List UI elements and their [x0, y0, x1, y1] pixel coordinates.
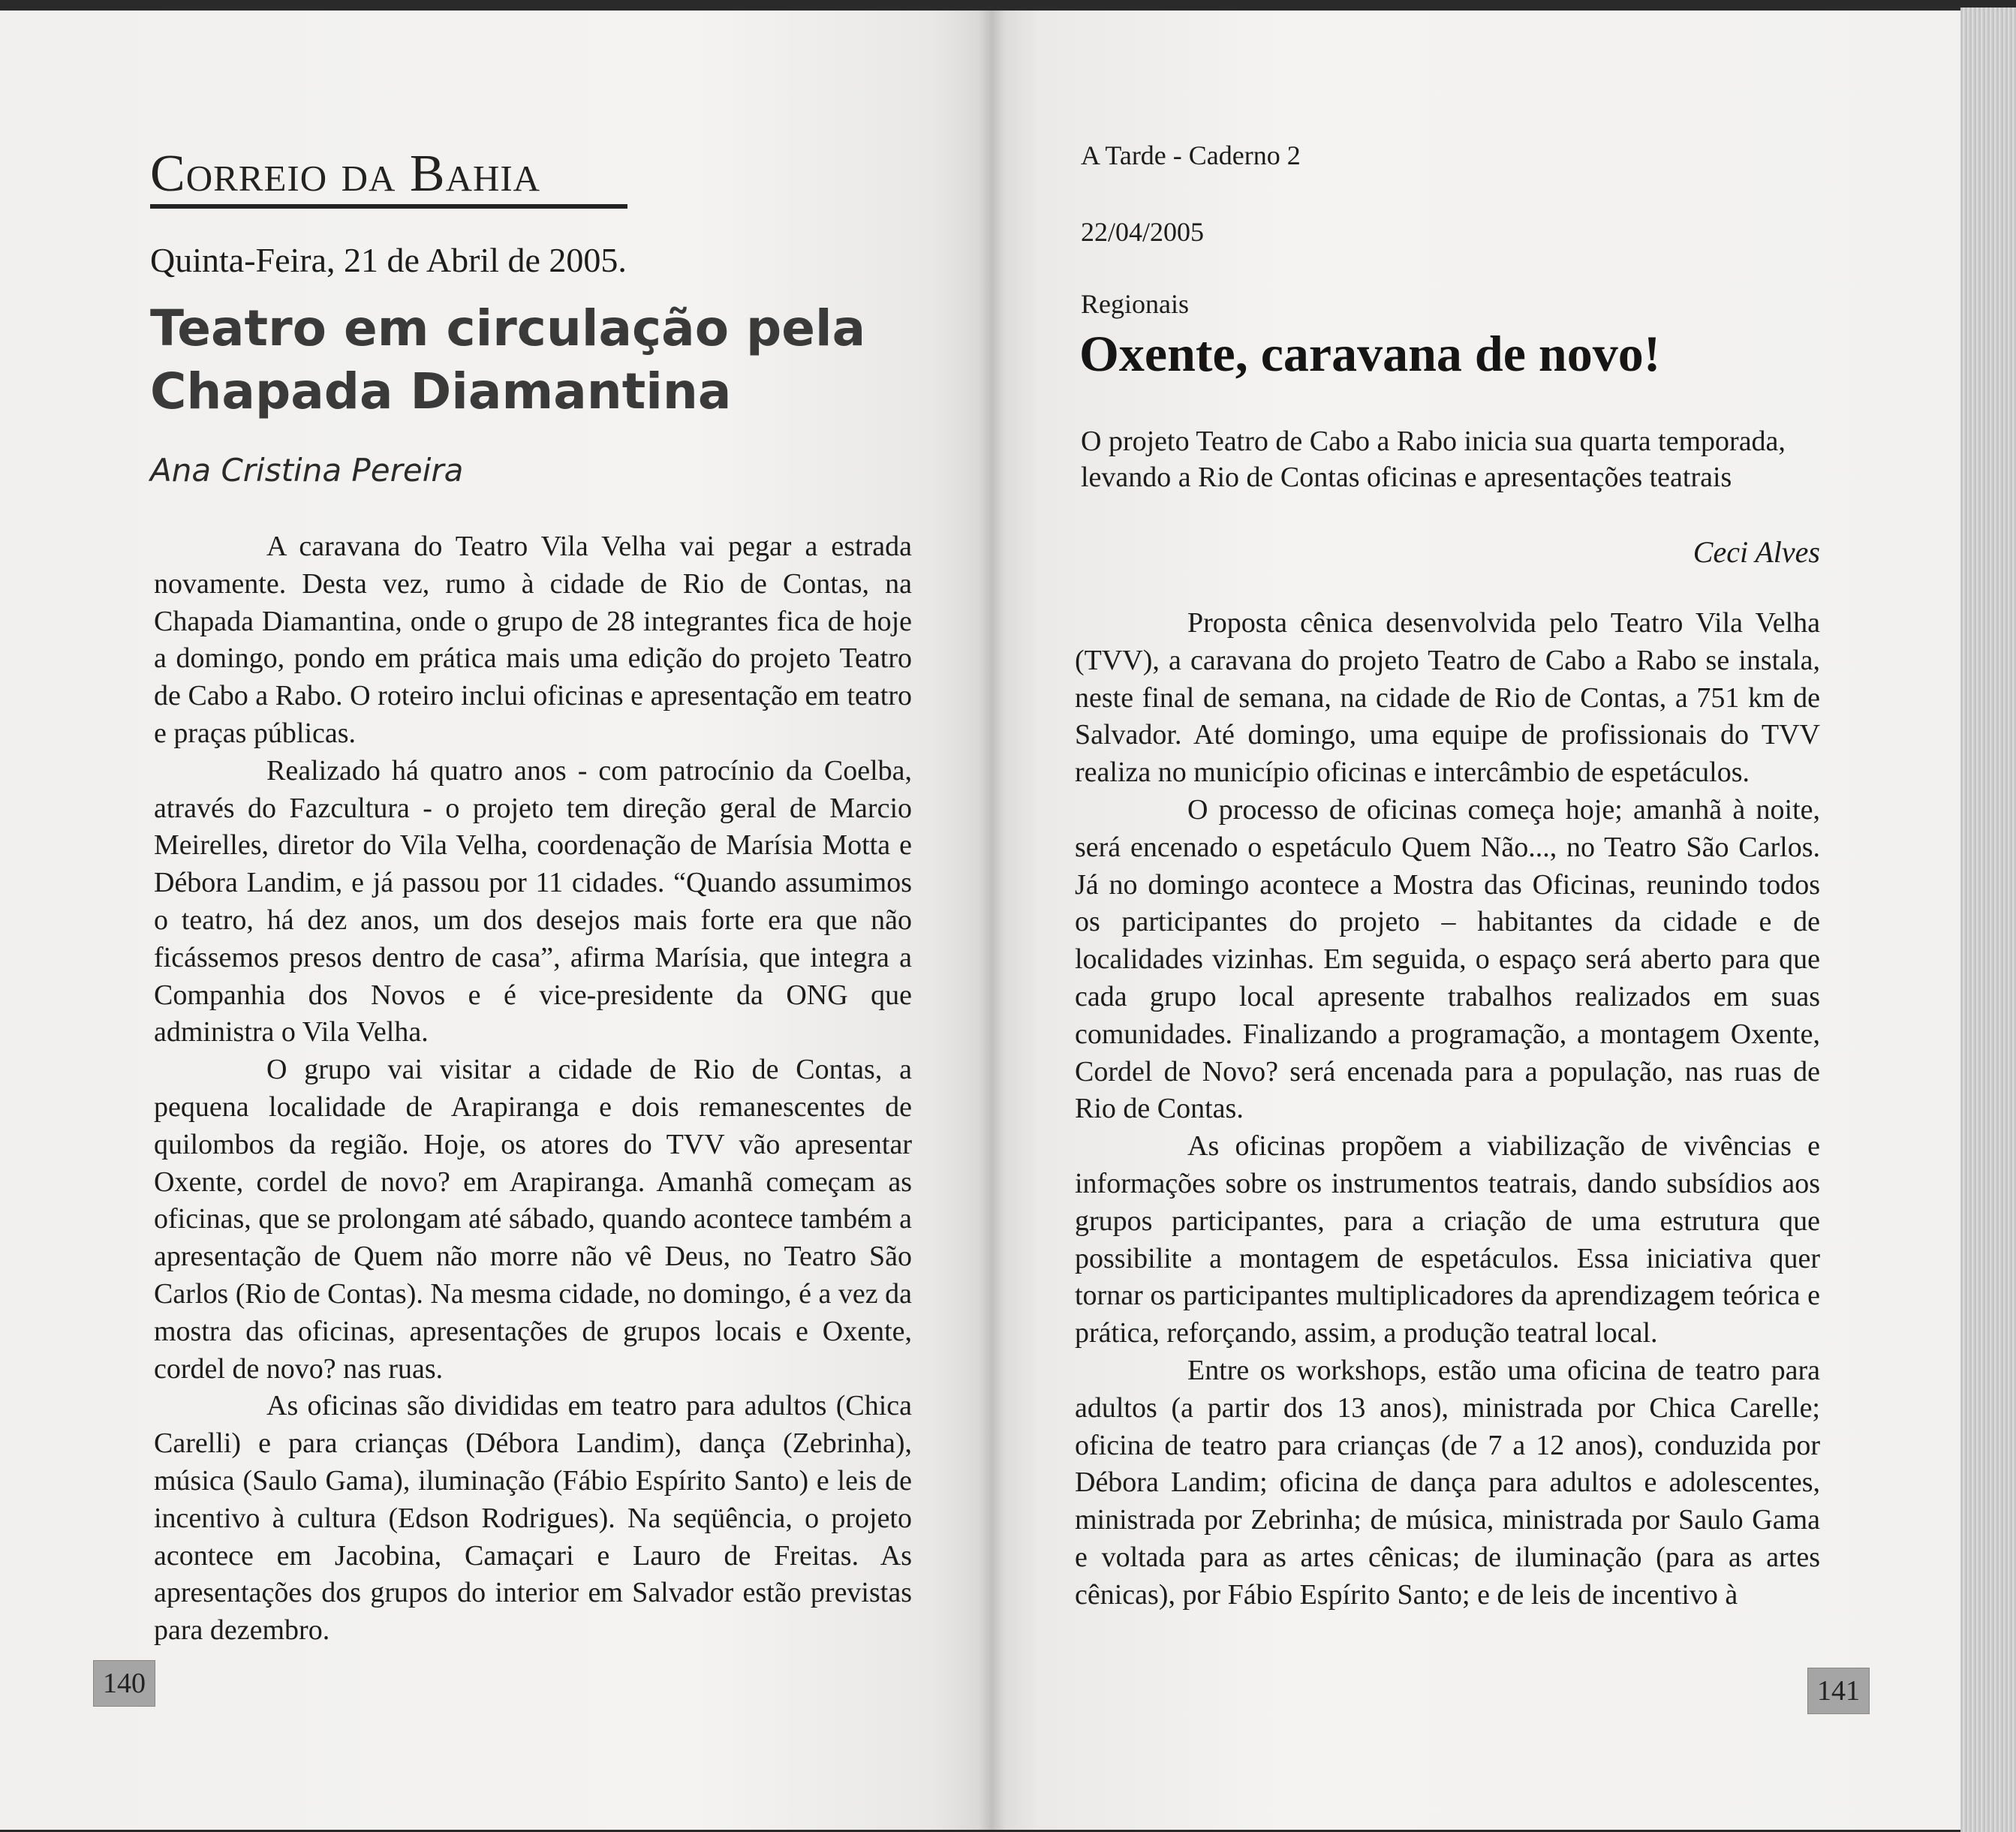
- publication-date: 22/04/2005: [1081, 217, 1205, 247]
- body-paragraph: As oficinas são divididas em teatro para adultos (Chica Carelli) e para crianças (Débora Landim), dança (Zebrinha), música (Saulo Gama), iluminação (Fábio Espírito Santo) e leis de incentivo à cultura (Edson Rodrigues). Na seqüência, o projeto acontece em Jacobina, Camaçari e Lauro de Freitas. As apresentações dos grupos do interior em Salvador estão previstas para dezembro.: [154, 1390, 912, 1647]
- body-paragraph: Proposta cênica desenvolvida pelo Teatro Vila Velha (TVV), a caravana do projeto Teatro de Cabo a Rabo se instala, neste final de semana, na cidade de Rio de Contas, a 751 km de Salvador. Até domingo, uma equipe de profissionais do TVV realiza no município oficinas e intercâmbio de espetáculos.: [1075, 607, 1820, 789]
- section-label: Regionais: [1081, 289, 1189, 319]
- masthead-rule: [150, 204, 627, 209]
- body-paragraph: O processo de oficinas começa hoje; amanhã à noite, será encenado o espetáculo Quem Não..., no Teatro São Carlos. Já no domingo acontece a Mostra das Oficinas, reunindo todos os participantes do projeto – habitantes da cidade e de localidades vizinhas. Em seguida, o espaço será aberto para que cada grupo local apresente trabalhos realizados em suas comunidades. Finalizando a programação, a montagem Oxente, Cordel de Novo? será encenada para a população, nas ruas de Rio de Contas.: [1075, 793, 1820, 1125]
- body-paragraph: A caravana do Teatro Vila Velha vai pegar a estrada novamente. Desta vez, rumo à cidade de Rio de Contas, na Chapada Diamantina, onde o grupo de 28 integrantes fica de hoje a domingo, pondo em prática mais uma edição do projeto Teatro de Cabo a Rabo. O roteiro inclui oficinas e apresentação em teatro e praças públicas.: [154, 531, 912, 749]
- article-lead: O projeto Teatro de Cabo a Rabo inicia sua quarta temporada, levando a Rio de Contas oficinas e apresentações teatrais: [1081, 426, 1786, 493]
- article-headline: Oxente, caravana de novo!: [1079, 325, 1661, 382]
- body-paragraph: Realizado há quatro anos - com patrocínio da Coelba, através do Fazcultura - o projeto tem direção geral de Marcio Meirelles, diretor do Vila Velha, coordenação de Marísia Motta e Débora Landim, e já passou por 11 cidades. “Quando assumimos o teatro, há dez anos, um dos desejos mais forte era que não ficássemos presos dentro de casa”, afirma Marísia, que integra a Companhia dos Novos e é vice-presidente da ONG que administra o Vila Velha.: [154, 754, 912, 1048]
- body-paragraph: Entre os workshops, estão uma oficina de teatro para adultos (a partir dos 13 anos), ministrada por Chica Carelle; oficina de teatro para crianças (de 7 a 12 anos), conduzida por Débora Landim; oficina de dança para adultos e adolescentes, ministrada por Zebrinha; de música, ministrada por Saulo Gama e voltada para as artes cênicas; de iluminação (para as artes cênicas), por Fábio Espírito Santo; e de leis de incentivo à: [1075, 1354, 1820, 1611]
- article-author: Ceci Alves: [1693, 535, 1820, 569]
- article-headline: Teatro em circulação pela Chapada Diamantina: [150, 299, 866, 420]
- book-gutter: [979, 11, 1006, 1830]
- page-number: 140: [93, 1660, 155, 1707]
- body-paragraph: O grupo vai visitar a cidade de Rio de Contas, a pequena localidade de Arapiranga e dois remanescentes de quilombos da região. Hoje, os atores do TVV vão apresentar Oxente, cordel de novo? em Arapiranga. Amanhã começam as oficinas, que se prolongam até sábado, quando acontece também a apresentação de Quem não morre não vê Deus, no Teatro São Carlos (Rio de Contas). Na mesma cidade, no domingo, é a vez da mostra das oficinas, apresentações de grupos locais e Oxente, cordel de novo? nas ruas.: [154, 1054, 912, 1385]
- article-author: Ana Cristina Pereira: [150, 452, 464, 489]
- masthead-ahia: ahia: [445, 145, 541, 203]
- masthead-initial-c: C: [150, 145, 186, 203]
- masthead-orreio-da: orreio da: [185, 145, 410, 203]
- article-body: [154, 528, 912, 1650]
- left-page: [0, 11, 992, 1830]
- article-body: [1075, 605, 1820, 1614]
- publication-date: Quinta-Feira, 21 de Abril de 2005.: [150, 241, 627, 279]
- masthead-initial-b: B: [409, 145, 446, 203]
- page-number: 141: [1807, 1668, 1870, 1714]
- newspaper-masthead: [150, 144, 540, 204]
- body-paragraph: As oficinas propõem a viabilização de vivências e informações sobre os instrumentos teatrais, dando subsídios aos grupos participantes, para a criação de uma estrutura que possibilite a montagem de espetáculos. Essa iniciativa quer tornar os participantes multiplicadores da aprendizagem teórica e prática, reforçando, assim, a produção teatral local.: [1075, 1130, 1820, 1349]
- source-kicker: A Tarde - Caderno 2: [1081, 140, 1301, 170]
- page-edges: [1960, 8, 2016, 1832]
